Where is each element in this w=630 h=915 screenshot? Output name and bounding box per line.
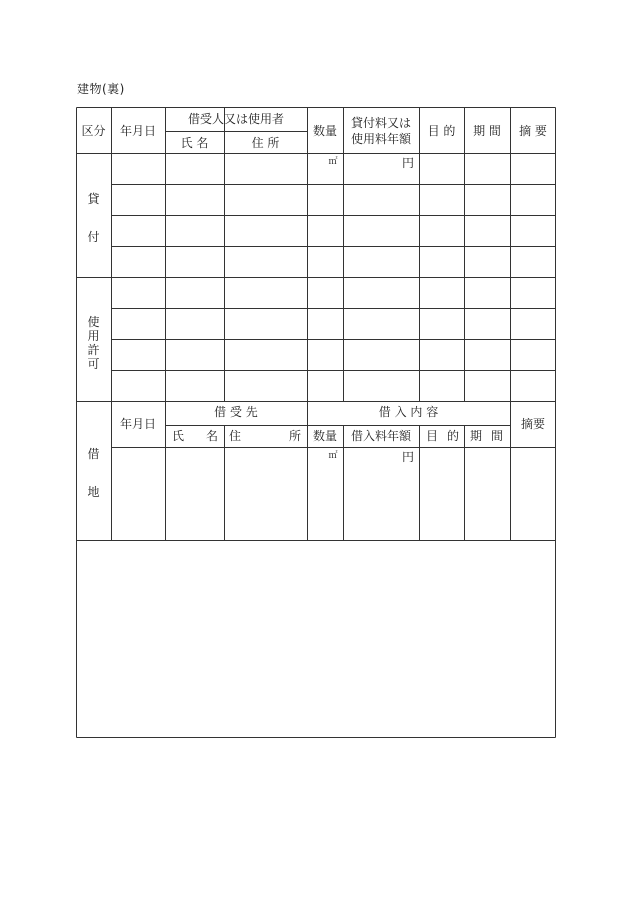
land-header-period-right: 間 — [490, 429, 503, 443]
header-address: 住 所 — [251, 136, 280, 150]
building-register-form — [76, 107, 556, 738]
land-header-name-left: 氏 — [171, 429, 184, 443]
header-fee-line2: 使用料年額 — [350, 132, 411, 146]
unit-yen: 円 — [401, 156, 414, 170]
land-unit-sqm: ㎡ — [328, 451, 338, 461]
land-header-period-left: 期 — [469, 429, 482, 443]
land-label-1: 借 — [87, 447, 100, 461]
page-title: 建物(裏) — [77, 82, 125, 96]
land-header-remarks: 摘要 — [520, 417, 545, 431]
section-label-permit-2: 用 — [87, 329, 100, 343]
header-borrower-or-user: 借受人又は使用者 — [187, 112, 284, 126]
land-label-2: 地 — [87, 485, 100, 499]
land-header-name-right: 名 — [205, 429, 218, 443]
header-remarks: 摘 要 — [519, 124, 547, 138]
unit-sqm: ㎡ — [328, 157, 338, 167]
section-label-permit-4: 可 — [87, 357, 100, 371]
header-date: 年月日 — [119, 124, 156, 138]
section-label-lending-1: 貸 — [87, 192, 100, 206]
land-header-date: 年月日 — [119, 417, 156, 431]
section-label-permit-1: 使 — [87, 315, 100, 329]
land-unit-yen: 円 — [401, 450, 414, 464]
land-header-borrow-content: 借 入 内 容 — [378, 405, 439, 419]
header-purpose: 目 的 — [427, 124, 456, 138]
header-period: 期 間 — [473, 124, 501, 138]
section-label-lending-2: 付 — [87, 230, 100, 244]
land-header-quantity: 数量 — [312, 429, 337, 443]
section-label-permit-3: 許 — [87, 343, 100, 357]
land-header-address-right: 所 — [288, 429, 301, 443]
land-header-purpose-left: 目 — [425, 429, 438, 443]
header-fee-line1: 貸付料又は — [350, 116, 411, 130]
land-header-purpose-right: 的 — [446, 429, 459, 443]
header-quantity: 数量 — [312, 124, 337, 138]
header-category: 区分 — [81, 124, 106, 138]
land-header-address-left: 住 — [228, 429, 241, 443]
notes-area[interactable] — [77, 541, 555, 737]
land-header-annual-rent: 借入料年額 — [350, 429, 411, 443]
header-name: 氏 名 — [180, 136, 209, 150]
land-header-lender: 借 受 先 — [214, 405, 258, 419]
